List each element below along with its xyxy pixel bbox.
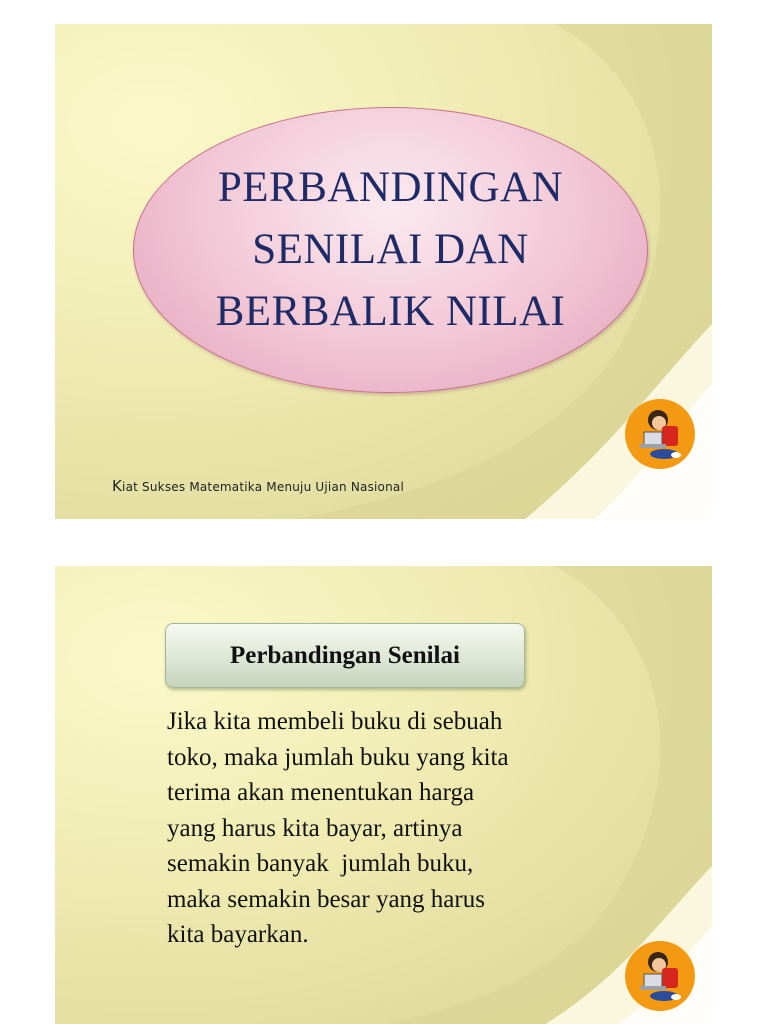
body-line: terima akan menentukan harga <box>167 779 475 806</box>
slide-title-text <box>216 157 566 343</box>
slide-content <box>55 566 712 1024</box>
title-line: SENILAI DAN <box>252 226 529 273</box>
body-line: maka semakin besar yang harus <box>167 885 485 913</box>
body-line: kita bayarkan. <box>167 921 309 948</box>
section-heading-box <box>165 623 525 688</box>
section-heading: Perbandingan Senilai <box>230 641 460 669</box>
body-line: semakin banyak jumlah buku, <box>167 850 474 877</box>
logo-caption: KSM <box>640 476 662 488</box>
body-line: Jika kita membeli buku di sebuah <box>167 708 503 735</box>
body-line: yang harus kita bayar, artinya <box>167 814 463 842</box>
title-line: PERBANDINGAN <box>217 164 564 211</box>
slide-footer <box>112 477 404 495</box>
footer-text: iat Sukses Matematika Menuju Ujian Nasional <box>122 480 404 494</box>
slide-title <box>55 24 712 519</box>
student-laptop-icon <box>624 398 696 470</box>
footer-initial: K <box>112 477 123 495</box>
title-ellipse <box>133 107 648 393</box>
body-paragraph <box>167 704 637 953</box>
body-line: toko, maka jumlah buku yang kita <box>167 743 509 771</box>
student-laptop-icon <box>624 940 696 1012</box>
title-line: BERBALIK NILAI <box>215 288 566 335</box>
